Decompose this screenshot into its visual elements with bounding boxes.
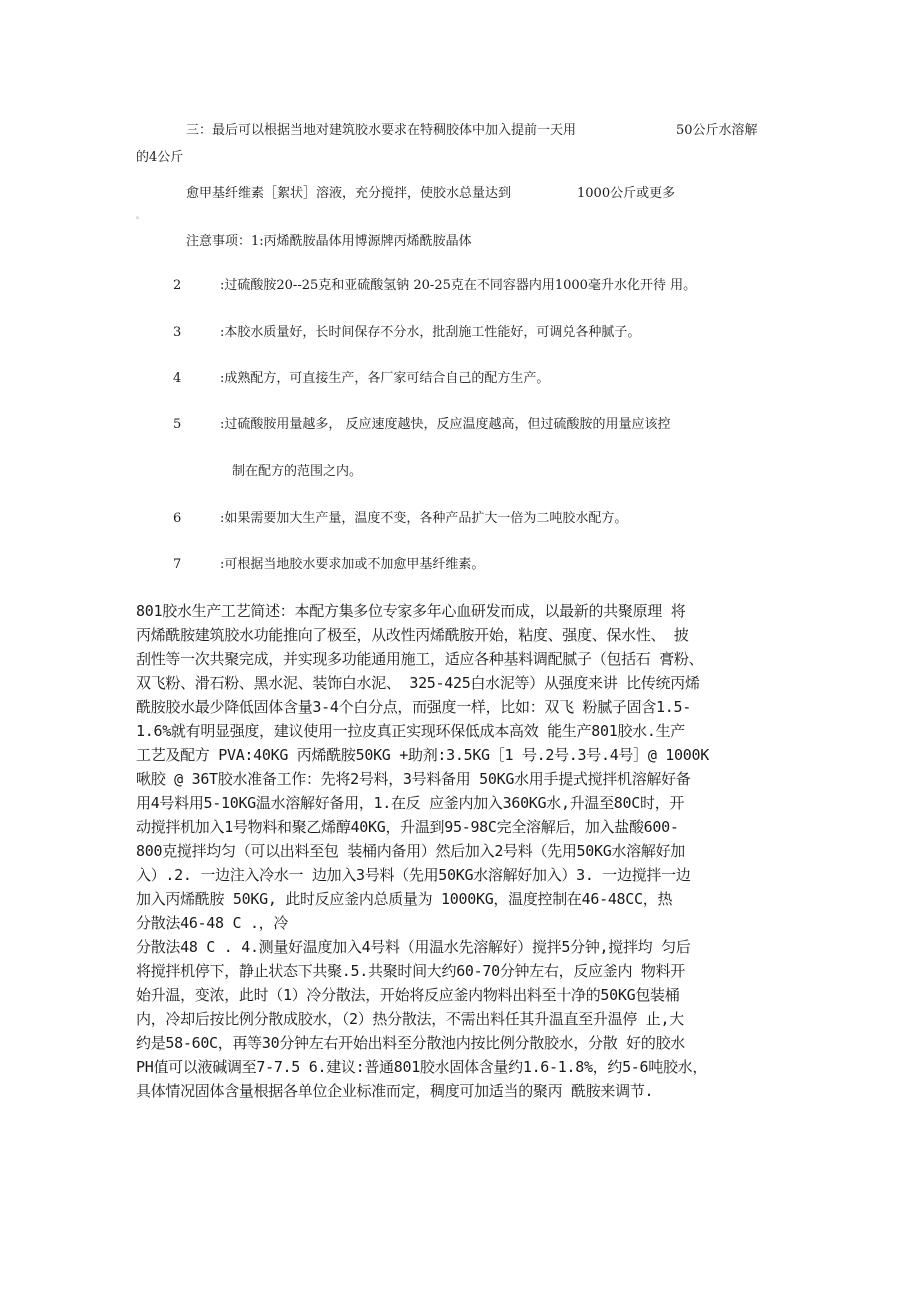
note-number: 5 [173,417,182,432]
process-line: 入）.2. 一边注入冷水一 边加入3号料（先用50KG水溶解好加入）3. 一边搅拌一边 [136,866,691,884]
process-line: 丙烯酰胺建筑胶水功能推向了极至，从改性丙烯酰胺开始，粘度、强度、保水性、 披 [136,626,689,644]
note-text: :过硫酸胺20--25克和亚硫酸氢钠 20-25克在不同容器内用1000毫升水化开待 用。 [220,278,697,293]
notes-heading: 注意事项：1:丙烯酰胺晶体用博源牌丙烯酰胺晶体 [186,234,472,249]
intro-line-1a: 三：最后可以根据当地对建筑胶水要求在特稠胶体中加入提前一天用 [186,123,577,138]
intro-line-1b: 50公斤水溶解 [676,123,758,138]
intro-line-3a: 愈甲基纤维素［絮状］溶液，充分搅拌，使胶水总量达到 [186,186,512,201]
note-continuation: 制在配方的范围之内。 [232,464,363,479]
process-line: 801胶水生产工艺简述：本配方集多位专家多年心血研发而成，以最新的共聚原理 将 [136,602,686,620]
process-line: 800克搅拌均匀（可以出料至包 装桶内备用）然后加入2号料（先用50KG水溶解好加 [136,842,685,860]
process-line: 酰胺胶水最少降低固体含量3-4个白分点，而强度一样，比如：双飞 粉腻子固含1.5- [136,698,691,716]
process-line: 用4号料用5-10KG温水溶解好备用，1.在反 应釜内加入360KG水,升温至80C时，开 [136,794,685,812]
note-number: 7 [173,557,182,572]
note-text: :过硫酸胺用量越多， 反应速度越快，反应温度越高，但过硫酸胺的用量应该控 [220,417,671,432]
note-text: :成熟配方，可直接生产，各厂家可结合自己的配方生产。 [220,371,550,386]
note-text: :本胶水质量好，长时间保存不分水，批刮施工性能好，可调兑各种腻子。 [220,325,641,340]
note-number: 2 [173,278,182,293]
process-line: 1.6%就有明显强度，建议使用一拉皮真正实现环保低成本高效 能生产801胶水.生产 [136,722,685,740]
process-line: 动搅拌机加入1号物料和聚乙烯醇40KG，升温到95-98C完全溶解后，加入盐酸600- [136,818,679,836]
intro-line-3b: 1000公斤或更多 [577,186,676,201]
process-line: 分散法48 C . 4.测量好温度加入4号料（用温水先溶解好）搅拌5分钟,搅拌均 匀后 [136,938,691,956]
process-line: 工艺及配方 PVA:40KG 丙烯酰胺50KG +助剂:3.5KG［1 号.2号.3号.4号］@ 1000K [136,746,709,764]
process-line: 具体情况固体含量根据各单位企业标准而定，稠度可加适当的聚丙 酰胺来调节. [136,1082,654,1100]
process-line: 始升温，变浓，此时（1）冷分散法，开始将反应釜内物料出料至十净的50KG包装桶 [136,986,680,1004]
stray-mark: 。 [136,211,144,220]
process-line: 内，冷却后按比例分散成胶水，（2）热分散法，不需出料任其升温直至升温停 止,大 [136,1010,684,1028]
note-number: 6 [173,511,182,526]
intro-line-2: 的4公斤 [136,150,184,165]
note-text: :如果需要加大生产量，温度不变，各种产品扩大一倍为二吨胶水配方。 [220,511,628,526]
note-text: :可根据当地胶水要求加或不加愈甲基纤维素。 [220,557,485,572]
process-line: PH值可以液碱调至7-7.5 6.建议:普通801胶水固体含量约1.6-1.8%，约5-6吨胶水， [136,1058,708,1076]
process-line: 啾胶 @ 36T胶水准备工作：先将2号料，3号料备用 50KG水用手提式搅拌机溶解好备 [136,770,691,788]
process-line: 加入丙烯酰胺 50KG, 此时反应釜内总质量为 1000KG，温度控制在46-48CC，热 [136,890,673,908]
note-number: 3 [173,325,182,340]
process-line: 约是58-60C，再等30分钟左右开始出料至分散池内按比例分散胶水，分散 好的胶水 [136,1034,685,1052]
process-line: 刮性等一次共聚完成，并实现多功能通用施工，适应各种基料调配腻子（包括石 膏粉、 [136,650,704,668]
process-line: 分散法46-48 C .，冷 [136,914,289,932]
note-number: 4 [173,371,182,386]
process-line: 双飞粉、滑石粉、黑水泥、装饰白水泥、 325-425白水泥等）从强度来讲 比传统丙烯 [136,674,700,692]
process-line: 将搅拌机停下，静止状态下共聚.5.共聚时间大约60-70分钟左右，反应釜内 物料开 [136,962,685,980]
